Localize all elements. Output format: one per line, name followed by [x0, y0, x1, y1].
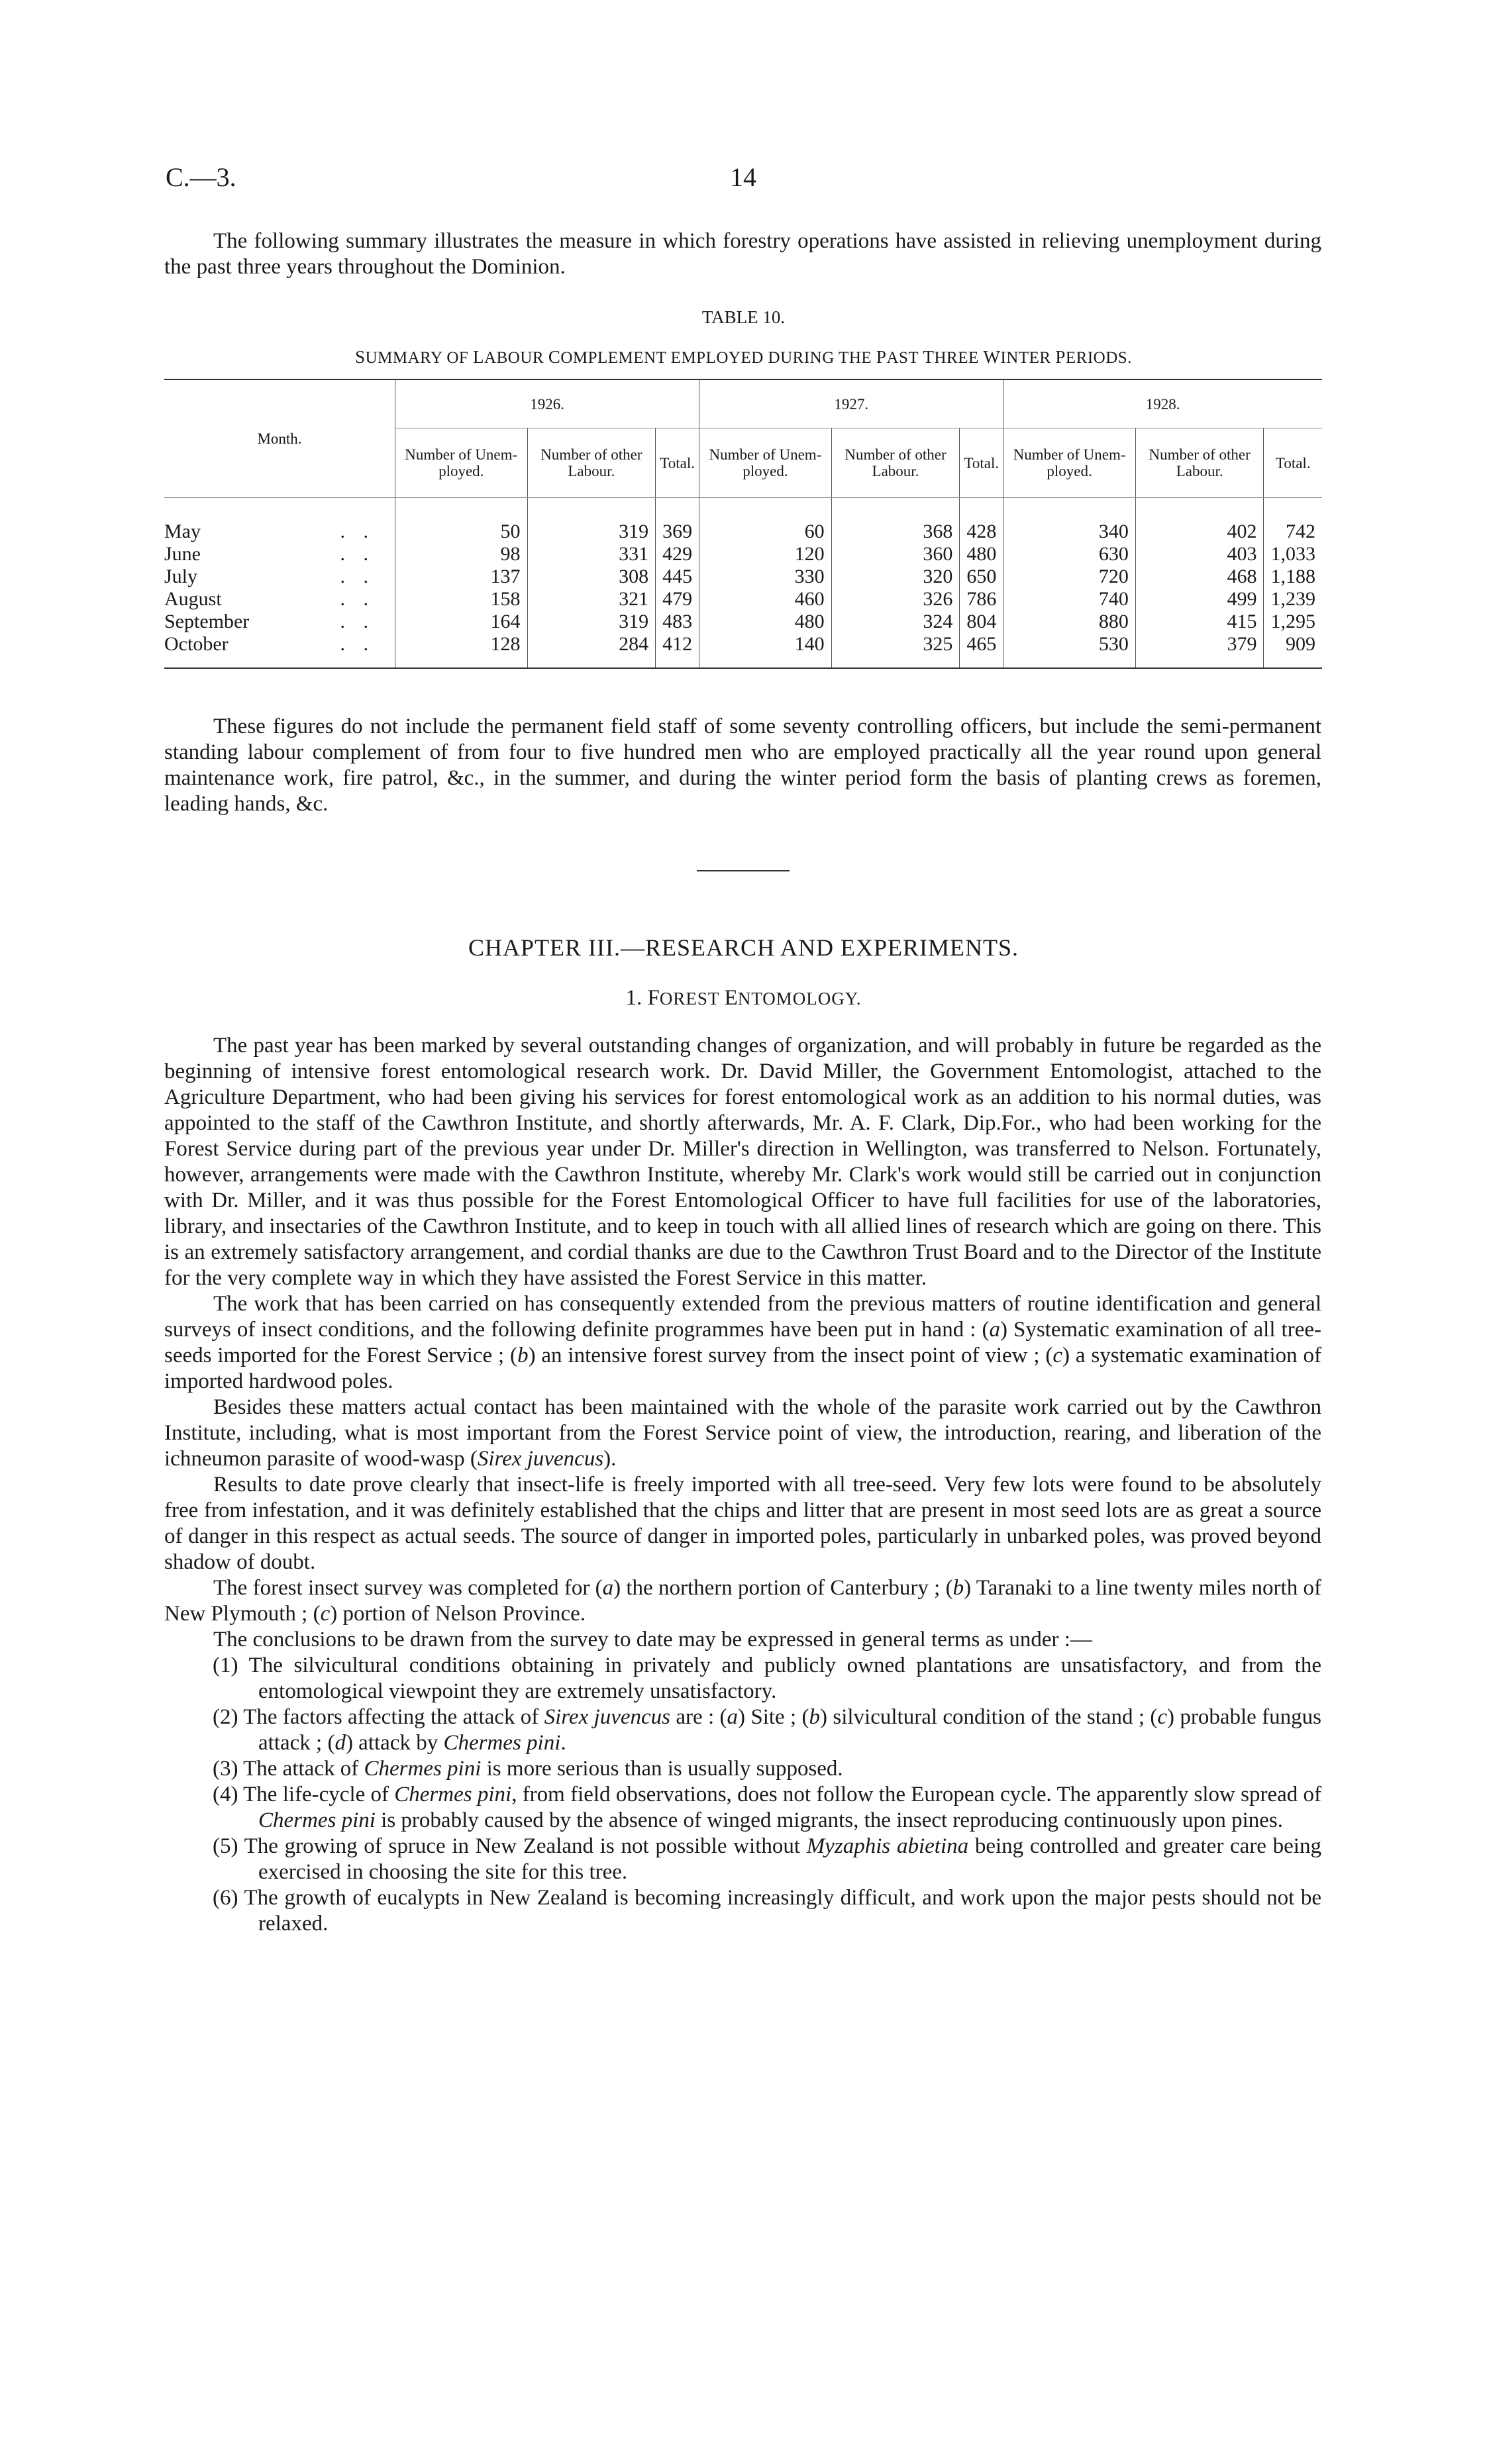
col-header-unemployed: Number of Unem-ployed. [699, 428, 832, 498]
col-header-total: Total. [960, 428, 1003, 498]
col-header-unemployed: Number of Unem-ployed. [1003, 428, 1136, 498]
paragraph: Besides these matters actual contact has been maintained with the whole of the parasite work carried out by the Cawthron Institute, including, what is most important from the Forest Service point of view, the introduction, rearing, and liberation of the ichneumon parasite of wood-wasp (Sirex juvencus). [164, 1395, 1321, 1471]
paragraph: The work that has been carried on has consequently extended from the previous matters of routine identification and general surveys of insect conditions, and the following definite programmes have been put in hand : (a) Systematic examination of all tree-seeds imported for the Forest Service ; (b) an intensive forest survey from the insect point of view ; (c) a systematic examination of imported hardwood poles. [164, 1292, 1322, 1393]
list-item: (6) The growth of eucalypts in New Zealand is becoming increasingly difficult, and work upon the major pests should not be relaxed. [213, 1886, 1321, 1936]
table-row: July . . 137 308 445 330 320 650 720 468 1,188 [164, 566, 1322, 588]
list-item: (4) The life-cycle of Chermes pini, from field observations, does not follow the European cycle. The apparently slow spread of Chermes pini is probably caused by the absence of winged migrants, the insect reproducing continuously upon pines. [213, 1783, 1321, 1832]
paragraph: The conclusions to be drawn from the survey to date may be expressed in general terms as under :— [213, 1628, 1092, 1651]
list-item: (5) The growing of spruce in New Zealand is not possible without Myzaphis abietina being controlled and greater care being exercised in choosing the site for this tree. [213, 1834, 1321, 1884]
paragraph: The forest insect survey was completed for (a) the northern portion of Canterbury ; (b) Taranaki to a line twenty miles north of New Plymouth ; (c) portion of Nelson Province. [164, 1576, 1321, 1626]
table-row: June . . 98 331 429 120 360 480 630 403 1,033 [164, 543, 1322, 566]
list-item: (2) The factors affecting the attack of Sirex juvencus are : (a) Site ; (b) silvicultural condition of the stand ; (c) probable fungus attack ; (d) attack by Chermes pini. [213, 1705, 1321, 1755]
table-row: October . . 128 284 412 140 325 465 530 379 909 [164, 633, 1322, 668]
table-label: TABLE 10. [701, 307, 786, 327]
col-header-other-labour: Number of other Labour. [1135, 428, 1264, 498]
page-number: 14 [730, 162, 756, 192]
section-title: 1. FOREST ENTOMOLOGY. [625, 986, 862, 1010]
col-header-total: Total. [656, 428, 699, 498]
col-header-unemployed: Number of Unem-ployed. [395, 428, 528, 498]
year-header-1926: 1926. [395, 379, 699, 428]
list-item: (1) The silvicultural conditions obtaining in privately and publicly owned plantations are unsatisfactory, and from the entomological viewpoint they are extremely unsatisfactory. [213, 1653, 1321, 1703]
intro-paragraph: The following summary illustrates the measure in which forestry operations have assisted in relieving unemployment during the past three years throughout the Dominion. [164, 229, 1321, 279]
table-title: SUMMARY OF LABOUR COMPLEMENT EMPLOYED DURING THE PAST THREE WINTER PERIODS. [355, 347, 1132, 367]
conclusions-list [164, 1653, 1321, 1937]
chapter-title: CHAPTER III.—RESEARCH AND EXPERIMENTS. [468, 934, 1019, 961]
col-header-other-labour: Number of other Labour. [831, 428, 960, 498]
col-header-total: Total. [1264, 428, 1322, 498]
month-header: Month. [164, 379, 395, 498]
year-header-1928: 1928. [1003, 379, 1322, 428]
body-text [164, 1033, 1321, 1937]
paragraph: The past year has been marked by several outstanding changes of organization, and will probably in future be regarded as the beginning of intensive forest entomological research work. Dr. David Miller, the Government Entomologist, attached to the Agriculture Department, who had been giving his services for forest entomological work as an addition to his normal duties, was appointed to the staff of the Cawthron Institute, and shortly afterwards, Mr. A. F. Clark, Dip.For., who had been working for the Forest Service during part of the previous year under Dr. Miller's direction in Wellington, was transferred to Nelson. Fortunately, however, arrangements were made with the Cawthron Institute, whereby Mr. Clark's work would still be carried out in conjunction with Dr. Miller, and it was thus possible for the Forest Entomological Officer to have full facilities for use of the laboratories, library, and insectaries of the Cawthron Institute, and to keep in touch with all allied lines of research which are going on there. This is an extremely satisfactory arrangement, and cordial thanks are due to the Cawthron Trust Board and to the Director of the Institute for the very complete way in which they have assisted the Forest Service in this matter. [164, 1034, 1321, 1290]
col-header-other-labour: Number of other Labour. [527, 428, 656, 498]
paragraph: Results to date prove clearly that insect-life is freely imported with all tree-seed. Very few lots were found to be absolutely free from infestation, and it was definitely established that the chips and litter that are present in most seed lots are as great a source of danger in this respect as actual seeds. The source of danger in imported poles, particularly in unbarked poles, was proved beyond shadow of doubt. [164, 1473, 1321, 1574]
labour-summary-table [164, 379, 1322, 669]
year-header-1927: 1927. [699, 379, 1003, 428]
list-item: (3) The attack of Chermes pini is more serious than is usually supposed. [213, 1757, 843, 1781]
table-row: May . . 50 319 369 60 368 428 340 402 742 [164, 498, 1322, 544]
table-row: September . . 164 319 483 480 324 804 880 415 1,295 [164, 611, 1322, 633]
document-reference: C.—3. [166, 162, 236, 192]
section-divider [697, 870, 790, 871]
table-row: August . . 158 321 479 460 326 786 740 499 1,239 [164, 588, 1322, 611]
table-note-paragraph: These figures do not include the permanent field staff of some seventy controlling officers, but include the semi-permanent standing labour complement of from four to five hundred men who are employed practically all the year round upon general maintenance work, fire patrol, &c., in the summer, and during the winter period form the basis of planting crews as foremen, leading hands, &c. [164, 715, 1321, 816]
